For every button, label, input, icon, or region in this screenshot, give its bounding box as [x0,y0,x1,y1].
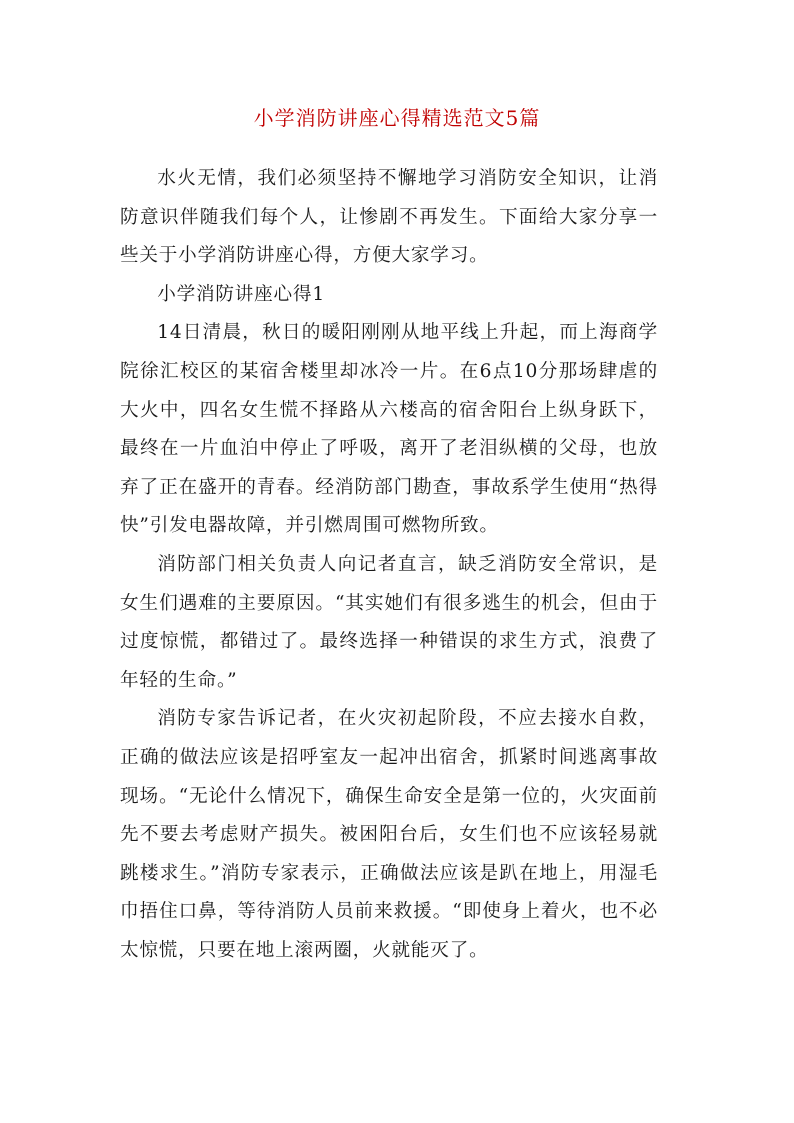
body-paragraph: 14日清晨，秋日的暖阳刚刚从地平线上升起，而上海商学院徐汇校区的某宿舍楼里却冰冷一片。在6点10分那场肆虐的大火中，四名女生慌不择路从六楼高的宿舍阳台上纵身跃下，最终在一片血泊中停止了呼吸，离开了老泪纵横的父母，也放弃了正在盛开的青春。经消防部门勘查，事故系学生使用“热得快”引发电器故障，并引燃周围可燃物所致。 [120,322,658,537]
body-paragraph: 消防部门相关负责人向记者直言，缺乏消防安全常识，是女生们遇难的主要原因。“其实她们有很多逃生的机会，但由于过度惊慌，都错过了。最终选择一种错误的求生方式，浪费了年轻的生命。” [120,553,658,691]
document-body [120,160,658,970]
document-title: 小学消防讲座心得精选范文5篇 [253,106,541,130]
section-heading: 小学消防讲座心得1 [157,283,325,305]
body-paragraph: 消防专家告诉记者，在火灾初起阶段，不应去接水自救，正确的做法应该是招呼室友一起冲出宿舍，抓紧时间逃离事故现场。“无论什么情况下，确保生命安全是第一位的，火灾面前先不要去考虑财产损失。被困阳台后，女生们也不应该轻易就跳楼求生。”消防专家表示，正确做法应该是趴在地上，用湿毛巾捂住口鼻，等待消防人员前来救援。“即使身上着火，也不必太惊慌，只要在地上滚两圈，火就能灭了。 [120,708,658,961]
intro-paragraph: 水火无情，我们必须坚持不懈地学习消防安全知识，让消防意识伴随我们每个人，让惨剧不再发生。下面给大家分享一些关于小学消防讲座心得，方便大家学习。 [120,168,658,267]
